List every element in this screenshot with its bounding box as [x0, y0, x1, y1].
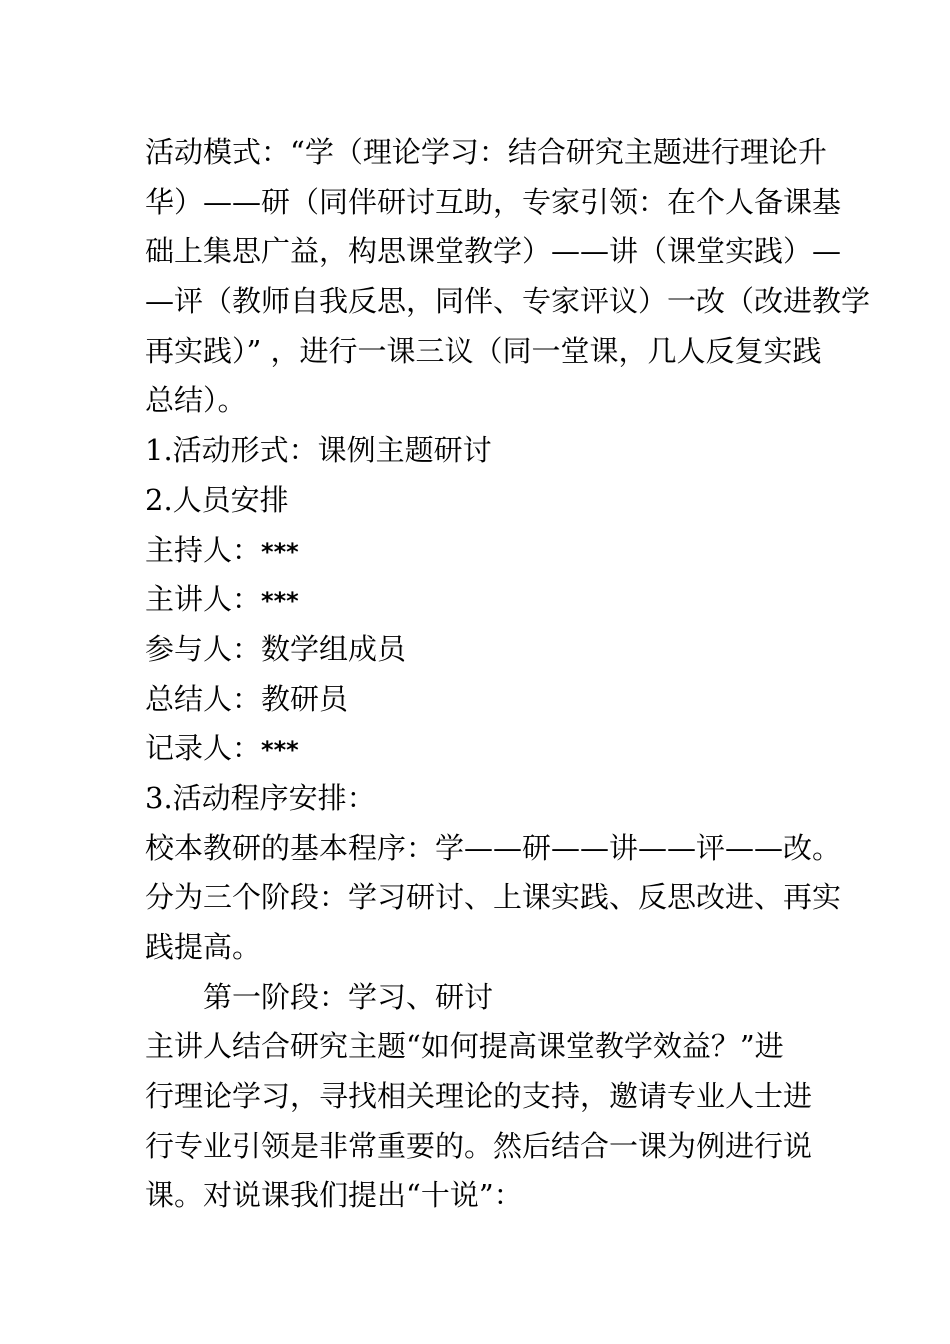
- stage1-line-1: 主讲人结合研究主题“如何提高课堂教学效益？”进: [145, 1029, 784, 1064]
- staff-role: 参与人：: [145, 631, 262, 666]
- staff-role: 总结人：: [145, 681, 262, 716]
- staff-role: 记录人：: [145, 731, 262, 766]
- stage1-line-2: 行理论学习，寻找相关理论的支持，邀请专业人士进: [145, 1079, 813, 1114]
- section-activity-form: 1.活动形式：课例主题研讨: [145, 433, 492, 468]
- staff-value: 教研员: [261, 681, 349, 716]
- stage1-line-4: 课。对说课我们提出“十说”：: [145, 1178, 523, 1213]
- intro-line-4: —评（教师自我反思，同伴、专家评议）一改（改进教学: [145, 284, 871, 319]
- staff-value: ***: [261, 736, 299, 765]
- stage1-heading: 第一阶段：学习、研讨: [203, 979, 494, 1014]
- stage1-line-3: 行专业引领是非常重要的。然后结合一课为例进行说: [145, 1128, 813, 1163]
- staff-value: ***: [261, 537, 299, 566]
- document-page: [145, 128, 871, 1221]
- staff-value: 数学组成员: [261, 631, 407, 666]
- intro-line-5: 再实践）” ，进行一课三议（同一堂课，几人反复实践: [145, 333, 822, 368]
- staff-role: 主讲人：: [145, 582, 262, 617]
- staff-row-recorder: [145, 724, 825, 774]
- intro-line-1: 活动模式：“学（理论学习：结合研究主题进行理论升: [145, 135, 827, 169]
- intro-line-2: 华）——研（同伴研讨互助，专家引领：在个人备课基: [145, 184, 842, 219]
- staff-row-host: [145, 526, 825, 576]
- staff-row-speaker: [145, 575, 825, 625]
- intro-line-6: 总结）。: [145, 383, 247, 418]
- procedure-line-1: 校本教研的基本程序：学——研——讲——评——改。: [145, 830, 842, 865]
- staff-row-participants: [145, 625, 825, 675]
- section-procedure: 3.活动程序安排：: [145, 780, 376, 815]
- staff-row-summarizer: [145, 675, 825, 725]
- procedure-line-2: 分为三个阶段：学习研讨、上课实践、反思改进、再实: [145, 880, 842, 915]
- staff-value: ***: [261, 587, 299, 616]
- intro-line-3: 础上集思广益，构思课堂教学）——讲（课堂实践）—: [145, 234, 842, 269]
- procedure-line-3: 践提高。: [145, 930, 262, 964]
- staff-role: 主持人：: [145, 532, 262, 567]
- section-staff: 2.人员安排: [145, 482, 289, 517]
